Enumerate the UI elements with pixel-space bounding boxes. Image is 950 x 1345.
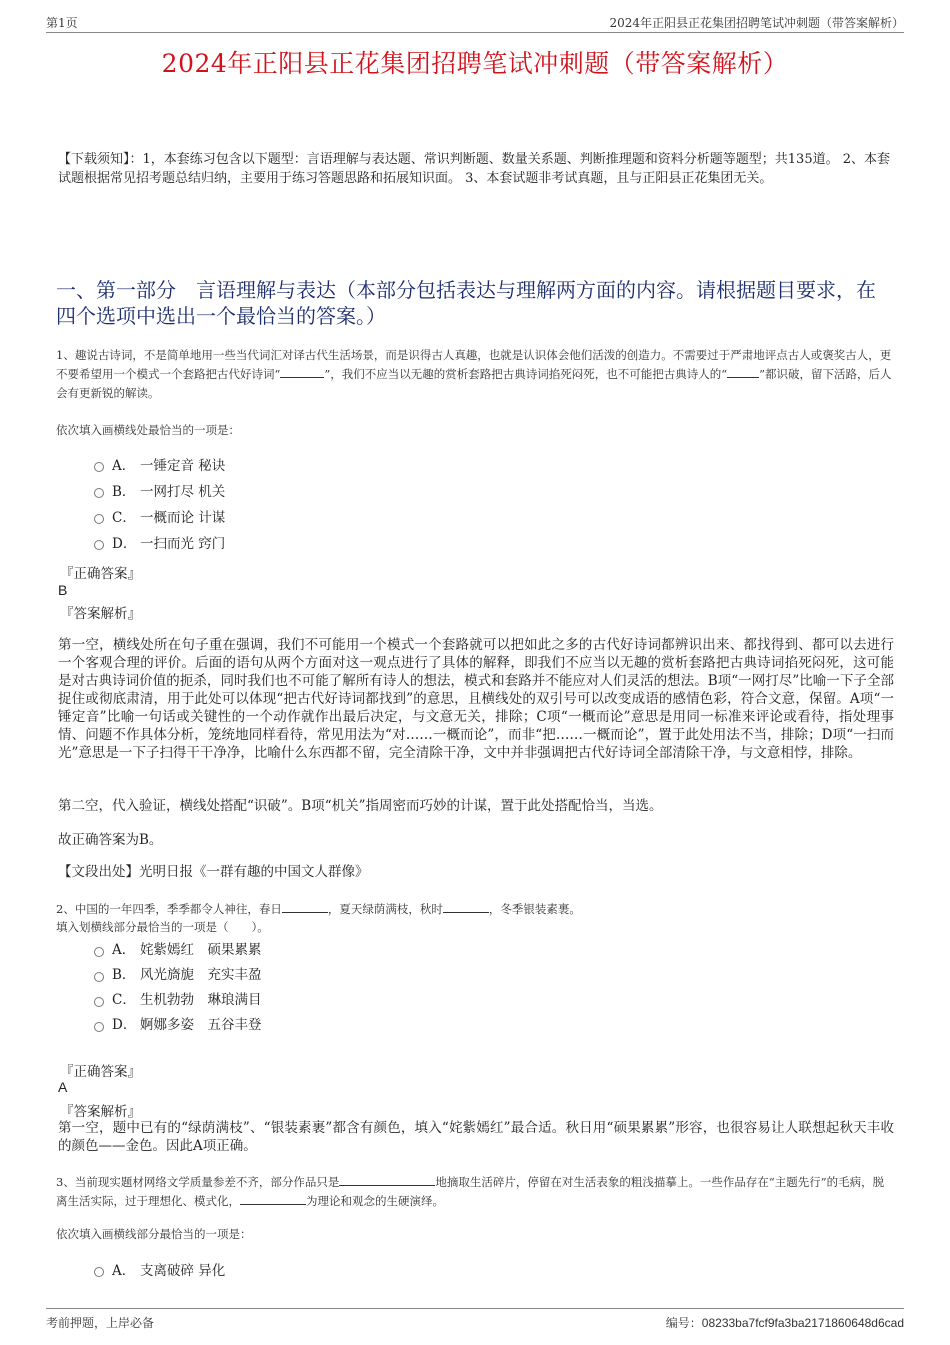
blank-line — [280, 365, 324, 378]
blank-line — [282, 900, 328, 913]
radio-icon[interactable] — [94, 1022, 104, 1032]
radio-icon[interactable] — [94, 540, 104, 550]
question-3-options — [94, 1258, 225, 1284]
source-note: 【文段出处】光明日报《一群有趣的中国文人群像》 — [58, 864, 369, 880]
question-1-text: 1、趣说古诗词，不是简单地用一些当代词汇对译古代生活场景，而是识得古人真趣，也就是认识体会他们活泼的创造力。不需要过于严肃地评点古人或褒奖古人，更不要希望用一个模式一个套路把古代好诗词“ ”，我们不应当以无趣的赏析套路把古典诗词掐死闷死，也不可能把古典诗人的“ ”都识破，留下活路，后人会有更新锐的解读。 — [56, 348, 892, 400]
option-b[interactable]: B． 风光旖旎 充实丰盈 — [94, 963, 262, 988]
question-1-options — [94, 453, 225, 557]
radio-icon[interactable] — [94, 462, 104, 472]
page-number: 第1页 — [46, 16, 78, 30]
question-2-prompt: 填入划横线部分最恰当的一项是（ ）。 — [56, 920, 269, 934]
question-2-text: 2、中国的一年四季，季季都令人神往，春日 ，夏天绿荫满枝，秋时 ，冬季银装素裹。 — [56, 902, 581, 916]
correct-answer: A — [58, 1079, 68, 1095]
analysis-heading: 『答案解析』 — [60, 1104, 141, 1120]
blank-line — [443, 900, 489, 913]
radio-icon[interactable] — [94, 972, 104, 982]
correct-answer-heading: 『正确答案』 — [60, 566, 141, 582]
option-a[interactable]: A． 姹紫嫣红 硕果累累 — [94, 938, 262, 963]
analysis-paragraph-3: 故正确答案为B。 — [58, 832, 163, 848]
option-a[interactable]: A． 支离破碎 异化 — [94, 1258, 225, 1284]
question-1-prompt: 依次填入画横线处最恰当的一项是： — [56, 423, 240, 437]
analysis-heading: 『答案解析』 — [60, 606, 141, 622]
section-title: 一、第一部分 言语理解与表达（本部分包括表达与理解两方面的内容。请根据题目要求，在四个选项中选出一个最恰当的答案。） — [56, 278, 876, 328]
page-header — [46, 14, 904, 33]
option-d[interactable]: D． 一扫而光 窍门 — [94, 531, 225, 557]
blank-line — [240, 1192, 306, 1205]
footer-slogan: 考前押题，上岸必备 — [46, 1316, 155, 1330]
radio-icon[interactable] — [94, 488, 104, 498]
analysis-paragraph: 第一空，题中已有的“绿荫满枝”、“银装素裹”都含有颜色，填入“姹紫嫣红”最合适。秋日用“硕果累累”形容，也很容易让人联想起秋天丰收的颜色——金色。因此A项正确。 — [58, 1120, 894, 1154]
analysis-paragraph-1: 第一空，横线处所在句子重在强调，我们不可能用一个模式一个套路就可以把如此之多的古代好诗词都辨识出来、都找得到、都可以去进行一个客观合理的评价。后面的语句从两个方面对这一观点进行了具体的解释，即我们不应当以无趣的赏析套路把古典诗词掐死闷死，这可能是对古典诗词价值的扼杀，同时我们也不可能了解所有诗人的想法，模式和套路并不能应对人们灵活的想法。B项“一网打尽”比喻一下子全部捉住或彻底肃清，用于此处可以体现“把古代好诗词都找到”的意思，且横线处的双引号可以改变成语的感情色彩，符合文意，保留。A项“一锤定音”比喻一句话或关键性的一个动作就作出最后决定，与文意无关，排除；C项“一概而论”意思是用同一标准来评论或看待，指处理事情、问题不作具体分析，笼统地同样看待，常见用法为“对……一概而论”，而非“把……一概而论”，置于此处用法不当，排除；D项“一扫而光”意思是一下子扫得干干净净，比喻什么东西都不留，完全清除干净，文中并非强调把古代好诗词全部清除干净，与文意相悖，排除。 — [58, 637, 894, 761]
radio-icon[interactable] — [94, 1267, 104, 1277]
option-b[interactable]: B． 一网打尽 机关 — [94, 479, 225, 505]
question-2-options — [94, 938, 262, 1038]
page-footer — [46, 1308, 904, 1329]
blank-line — [727, 365, 759, 378]
footer-serial: 编号：08233ba7fcf9fa3ba2171860648d6cad — [665, 1316, 904, 1330]
radio-icon[interactable] — [94, 947, 104, 957]
correct-answer: B — [58, 582, 68, 598]
option-c[interactable]: C． 生机勃勃 琳琅满目 — [94, 988, 262, 1013]
radio-icon[interactable] — [94, 997, 104, 1007]
question-3-text: 3、当前现实题材网络文学质量参差不齐，部分作品只是 地摘取生活碎片，停留在对生活表象的粗浅描摹上。一些作品存在“主题先行”的毛病，脱离生活实际，过于理想化、模式化， 为理论和观念的生硬演绎。 — [56, 1175, 885, 1208]
download-notice: 【下载须知】：1，本套练习包含以下题型：言语理解与表达题、常识判断题、数量关系题、判断推理题和资料分析题等题型；共135道。 2、本套试题根据常见招考题总结归纳，主要用于练习答题思路和拓展知识面。 3、本套试题非考试真题，且与正阳县正花集团无关。 — [58, 152, 890, 186]
option-a[interactable]: A． 一锤定音 秘诀 — [94, 453, 225, 479]
blank-line — [339, 1173, 435, 1186]
analysis-paragraph-2: 第二空，代入验证，横线处搭配“识破”。B项“机关”指周密而巧妙的计谋，置于此处搭配恰当，当选。 — [58, 798, 663, 814]
correct-answer-heading: 『正确答案』 — [60, 1064, 141, 1080]
question-3-prompt: 依次填入画横线部分最恰当的一项是： — [56, 1227, 252, 1241]
option-c[interactable]: C． 一概而论 计谋 — [94, 505, 225, 531]
document-title: 2024年正阳县正花集团招聘笔试冲刺题（带答案解析） — [161, 49, 789, 78]
option-d[interactable]: D． 婀娜多姿 五谷丰登 — [94, 1013, 262, 1038]
radio-icon[interactable] — [94, 514, 104, 524]
header-doc-title: 2024年正阳县正花集团招聘笔试冲刺题（带答案解析） — [609, 16, 904, 30]
